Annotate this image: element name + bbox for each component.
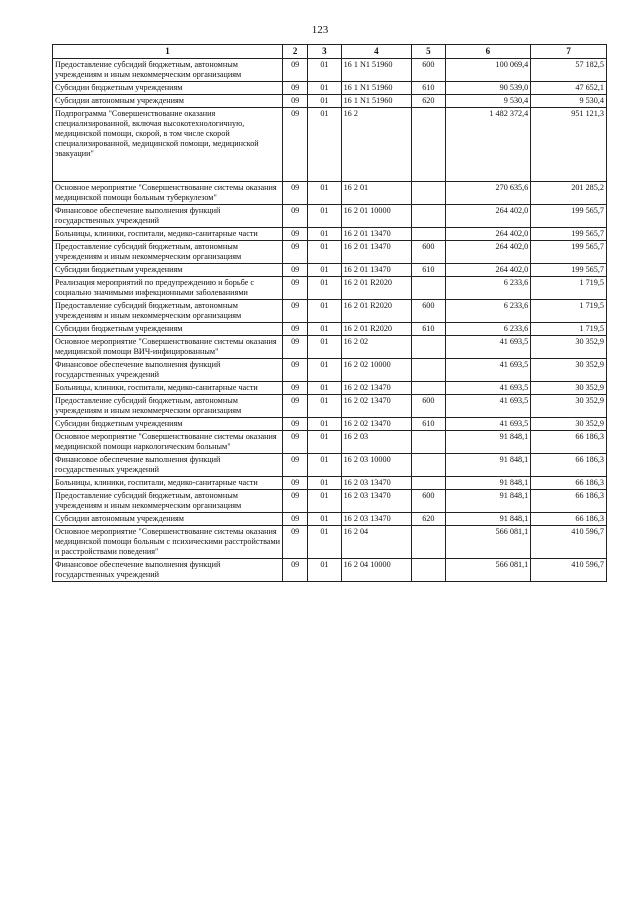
- cell-subsection: 01: [308, 228, 341, 241]
- cell-amount-1: 41 693,5: [445, 336, 531, 359]
- cell-target-article: 16 2 01 13470: [341, 228, 412, 241]
- table-row: [53, 264, 607, 277]
- cell-name: Предоставление субсидий бюджетным, автономным учреждениям и иным некоммерческим организациям: [53, 241, 283, 264]
- cell-subsection: 01: [308, 323, 341, 336]
- cell-expense-type: [412, 559, 445, 582]
- cell-section: 09: [283, 205, 308, 228]
- cell-expense-type: [412, 477, 445, 490]
- cell-expense-type: [412, 182, 445, 205]
- cell-target-article: 16 2: [341, 108, 412, 182]
- cell-amount-2: 66 186,3: [531, 454, 607, 477]
- cell-target-article: 16 2 03 13470: [341, 477, 412, 490]
- cell-target-article: 16 1 N1 51960: [341, 82, 412, 95]
- cell-name: Предоставление субсидий бюджетным, автономным учреждениям и иным некоммерческим организациям: [53, 300, 283, 323]
- cell-target-article: 16 2 03: [341, 431, 412, 454]
- cell-amount-2: 410 596,7: [531, 526, 607, 559]
- table-row: [53, 228, 607, 241]
- cell-subsection: 01: [308, 490, 341, 513]
- cell-subsection: 01: [308, 264, 341, 277]
- cell-amount-1: 91 848,1: [445, 431, 531, 454]
- cell-subsection: 01: [308, 336, 341, 359]
- cell-amount-1: 566 081,1: [445, 526, 531, 559]
- cell-amount-2: 30 352,9: [531, 395, 607, 418]
- cell-target-article: 16 2 02 13470: [341, 418, 412, 431]
- cell-target-article: 16 2 01 R2020: [341, 300, 412, 323]
- cell-name: Финансовое обеспечение выполнения функций государственных учреждений: [53, 559, 283, 582]
- cell-name: Больницы, клиники, госпитали, медико-санитарные части: [53, 228, 283, 241]
- cell-amount-1: 91 848,1: [445, 477, 531, 490]
- cell-expense-type: 600: [412, 300, 445, 323]
- cell-subsection: 01: [308, 277, 341, 300]
- cell-section: 09: [283, 454, 308, 477]
- cell-name: Предоставление субсидий бюджетным, автономным учреждениям и иным некоммерческим организациям: [53, 490, 283, 513]
- cell-subsection: 01: [308, 477, 341, 490]
- cell-amount-1: 6 233,6: [445, 323, 531, 336]
- cell-subsection: 01: [308, 382, 341, 395]
- table-row: [53, 395, 607, 418]
- cell-target-article: 16 1 N1 51960: [341, 95, 412, 108]
- cell-target-article: 16 2 01 R2020: [341, 277, 412, 300]
- cell-amount-1: 41 693,5: [445, 418, 531, 431]
- cell-amount-1: 264 402,0: [445, 241, 531, 264]
- cell-amount-1: 41 693,5: [445, 395, 531, 418]
- table-row: [53, 277, 607, 300]
- table-row: [53, 59, 607, 82]
- table-row: [53, 182, 607, 205]
- table-row: [53, 526, 607, 559]
- cell-expense-type: [412, 108, 445, 182]
- cell-subsection: 01: [308, 526, 341, 559]
- cell-expense-type: [412, 359, 445, 382]
- cell-expense-type: 620: [412, 513, 445, 526]
- cell-expense-type: [412, 454, 445, 477]
- cell-subsection: 01: [308, 418, 341, 431]
- table-row: [53, 300, 607, 323]
- cell-subsection: 01: [308, 95, 341, 108]
- cell-amount-1: 264 402,0: [445, 264, 531, 277]
- cell-target-article: 16 2 02 13470: [341, 395, 412, 418]
- table-row: [53, 359, 607, 382]
- cell-name: Субсидии автономным учреждениям: [53, 95, 283, 108]
- cell-amount-2: 201 285,2: [531, 182, 607, 205]
- cell-amount-1: 6 233,6: [445, 300, 531, 323]
- cell-target-article: 16 2 04 10000: [341, 559, 412, 582]
- cell-section: 09: [283, 182, 308, 205]
- cell-name: Финансовое обеспечение выполнения функций государственных учреждений: [53, 454, 283, 477]
- cell-subsection: 01: [308, 241, 341, 264]
- cell-expense-type: 600: [412, 490, 445, 513]
- cell-amount-1: 91 848,1: [445, 490, 531, 513]
- page-number: 123: [311, 24, 329, 36]
- table-row: [53, 108, 607, 182]
- cell-expense-type: 600: [412, 395, 445, 418]
- cell-target-article: 16 2 01: [341, 182, 412, 205]
- cell-expense-type: 600: [412, 59, 445, 82]
- cell-target-article: 16 2 01 10000: [341, 205, 412, 228]
- cell-name: Реализация мероприятий по предупреждению и борьбе с социально значимыми инфекционными заболеваниями: [53, 277, 283, 300]
- cell-subsection: 01: [308, 182, 341, 205]
- cell-name: Субсидии бюджетным учреждениям: [53, 264, 283, 277]
- cell-section: 09: [283, 526, 308, 559]
- cell-name: Финансовое обеспечение выполнения функций государственных учреждений: [53, 359, 283, 382]
- cell-expense-type: [412, 205, 445, 228]
- cell-section: 09: [283, 382, 308, 395]
- cell-amount-2: 199 565,7: [531, 228, 607, 241]
- header-col-2: 2: [283, 45, 308, 59]
- cell-amount-2: 30 352,9: [531, 336, 607, 359]
- cell-section: 09: [283, 418, 308, 431]
- cell-amount-2: 66 186,3: [531, 490, 607, 513]
- cell-amount-1: 566 081,1: [445, 559, 531, 582]
- cell-expense-type: 610: [412, 323, 445, 336]
- cell-amount-1: 264 402,0: [445, 228, 531, 241]
- cell-expense-type: [412, 228, 445, 241]
- cell-name: Субсидии бюджетным учреждениям: [53, 418, 283, 431]
- cell-amount-2: 199 565,7: [531, 205, 607, 228]
- cell-amount-1: 264 402,0: [445, 205, 531, 228]
- cell-section: 09: [283, 300, 308, 323]
- cell-subsection: 01: [308, 59, 341, 82]
- cell-amount-2: 199 565,7: [531, 264, 607, 277]
- cell-name: Основное мероприятие "Совершенствование системы оказания медицинской помощи больным туберкулезом": [53, 182, 283, 205]
- header-col-6: 6: [445, 45, 531, 59]
- cell-name: Основное мероприятие "Совершенствование системы оказания медицинской помощи ВИЧ-инфицированным": [53, 336, 283, 359]
- cell-name: Подпрограмма "Совершенствование оказания специализированной, включая высокотехнологичную, медицинской помощи, скорой, в том числе скорой специализированной, медицинской помощи, медицинской эвакуации": [53, 108, 283, 182]
- cell-name: Больницы, клиники, госпитали, медико-санитарные части: [53, 477, 283, 490]
- cell-amount-1: 1 482 372,4: [445, 108, 531, 182]
- table-row: [53, 323, 607, 336]
- table-row: [53, 490, 607, 513]
- budget-table: [52, 44, 607, 582]
- cell-amount-2: 30 352,9: [531, 359, 607, 382]
- cell-expense-type: [412, 382, 445, 395]
- header-row: [53, 45, 607, 59]
- cell-section: 09: [283, 228, 308, 241]
- cell-section: 09: [283, 264, 308, 277]
- cell-subsection: 01: [308, 205, 341, 228]
- cell-amount-2: 1 719,5: [531, 300, 607, 323]
- cell-amount-1: 41 693,5: [445, 359, 531, 382]
- cell-target-article: 16 2 03 10000: [341, 454, 412, 477]
- cell-subsection: 01: [308, 513, 341, 526]
- table-row: [53, 336, 607, 359]
- cell-expense-type: 620: [412, 95, 445, 108]
- cell-expense-type: 610: [412, 264, 445, 277]
- cell-amount-2: 1 719,5: [531, 323, 607, 336]
- header-col-3: 3: [308, 45, 341, 59]
- table-row: [53, 382, 607, 395]
- cell-name: Больницы, клиники, госпитали, медико-санитарные части: [53, 382, 283, 395]
- cell-expense-type: [412, 526, 445, 559]
- table-row: [53, 418, 607, 431]
- cell-section: 09: [283, 513, 308, 526]
- cell-amount-1: 41 693,5: [445, 382, 531, 395]
- cell-subsection: 01: [308, 359, 341, 382]
- cell-subsection: 01: [308, 395, 341, 418]
- cell-amount-2: 1 719,5: [531, 277, 607, 300]
- cell-amount-2: 410 596,7: [531, 559, 607, 582]
- cell-subsection: 01: [308, 431, 341, 454]
- cell-amount-2: 30 352,9: [531, 382, 607, 395]
- cell-subsection: 01: [308, 108, 341, 182]
- cell-expense-type: 600: [412, 241, 445, 264]
- cell-target-article: 16 2 02: [341, 336, 412, 359]
- cell-amount-2: 9 530,4: [531, 95, 607, 108]
- cell-expense-type: [412, 277, 445, 300]
- cell-subsection: 01: [308, 300, 341, 323]
- cell-target-article: 16 2 03 13470: [341, 490, 412, 513]
- cell-expense-type: 610: [412, 82, 445, 95]
- cell-amount-2: 199 565,7: [531, 241, 607, 264]
- cell-name: Субсидии автономным учреждениям: [53, 513, 283, 526]
- cell-section: 09: [283, 241, 308, 264]
- table-row: [53, 82, 607, 95]
- cell-expense-type: [412, 431, 445, 454]
- table-row: [53, 454, 607, 477]
- cell-target-article: 16 2 01 13470: [341, 241, 412, 264]
- cell-target-article: 16 2 01 13470: [341, 264, 412, 277]
- cell-amount-1: 91 848,1: [445, 513, 531, 526]
- cell-section: 09: [283, 477, 308, 490]
- header-col-4: 4: [341, 45, 412, 59]
- cell-name: Предоставление субсидий бюджетным, автономным учреждениям и иным некоммерческим организациям: [53, 59, 283, 82]
- cell-target-article: 16 1 N1 51960: [341, 59, 412, 82]
- header-col-5: 5: [412, 45, 445, 59]
- header-col-1: 1: [53, 45, 283, 59]
- table-row: [53, 431, 607, 454]
- cell-amount-1: 91 848,1: [445, 454, 531, 477]
- cell-amount-2: 30 352,9: [531, 418, 607, 431]
- cell-section: 09: [283, 95, 308, 108]
- cell-section: 09: [283, 59, 308, 82]
- cell-amount-2: 951 121,3: [531, 108, 607, 182]
- table-row: [53, 477, 607, 490]
- cell-amount-1: 90 539,0: [445, 82, 531, 95]
- table-row: [53, 559, 607, 582]
- cell-target-article: 16 2 04: [341, 526, 412, 559]
- cell-section: 09: [283, 395, 308, 418]
- cell-section: 09: [283, 82, 308, 95]
- cell-section: 09: [283, 490, 308, 513]
- cell-subsection: 01: [308, 82, 341, 95]
- cell-section: 09: [283, 336, 308, 359]
- cell-amount-1: 270 635,6: [445, 182, 531, 205]
- cell-subsection: 01: [308, 454, 341, 477]
- cell-name: Предоставление субсидий бюджетным, автономным учреждениям и иным некоммерческим организациям: [53, 395, 283, 418]
- cell-amount-2: 66 186,3: [531, 431, 607, 454]
- cell-section: 09: [283, 559, 308, 582]
- cell-target-article: 16 2 02 10000: [341, 359, 412, 382]
- cell-amount-1: 100 069,4: [445, 59, 531, 82]
- cell-name: Субсидии бюджетным учреждениям: [53, 323, 283, 336]
- cell-name: Финансовое обеспечение выполнения функций государственных учреждений: [53, 205, 283, 228]
- table-row: [53, 205, 607, 228]
- cell-amount-1: 6 233,6: [445, 277, 531, 300]
- cell-amount-2: 47 652,1: [531, 82, 607, 95]
- cell-expense-type: [412, 336, 445, 359]
- cell-target-article: 16 2 01 R2020: [341, 323, 412, 336]
- table-row: [53, 95, 607, 108]
- cell-section: 09: [283, 277, 308, 300]
- table-body: [53, 59, 607, 582]
- cell-target-article: 16 2 02 13470: [341, 382, 412, 395]
- table-row: [53, 513, 607, 526]
- header-col-7: 7: [531, 45, 607, 59]
- cell-amount-2: 66 186,3: [531, 477, 607, 490]
- cell-amount-1: 9 530,4: [445, 95, 531, 108]
- cell-amount-2: 57 182,5: [531, 59, 607, 82]
- cell-amount-2: 66 186,3: [531, 513, 607, 526]
- cell-subsection: 01: [308, 559, 341, 582]
- cell-section: 09: [283, 359, 308, 382]
- table-row: [53, 241, 607, 264]
- cell-section: 09: [283, 323, 308, 336]
- cell-name: Субсидии бюджетным учреждениям: [53, 82, 283, 95]
- cell-name: Основное мероприятие "Совершенствование системы оказания медицинской помощи больным с психическими расстройствами и расстройствами поведения": [53, 526, 283, 559]
- cell-expense-type: 610: [412, 418, 445, 431]
- cell-target-article: 16 2 03 13470: [341, 513, 412, 526]
- cell-name: Основное мероприятие "Совершенствование системы оказания медицинской помощи наркологическим больным": [53, 431, 283, 454]
- cell-section: 09: [283, 108, 308, 182]
- cell-section: 09: [283, 431, 308, 454]
